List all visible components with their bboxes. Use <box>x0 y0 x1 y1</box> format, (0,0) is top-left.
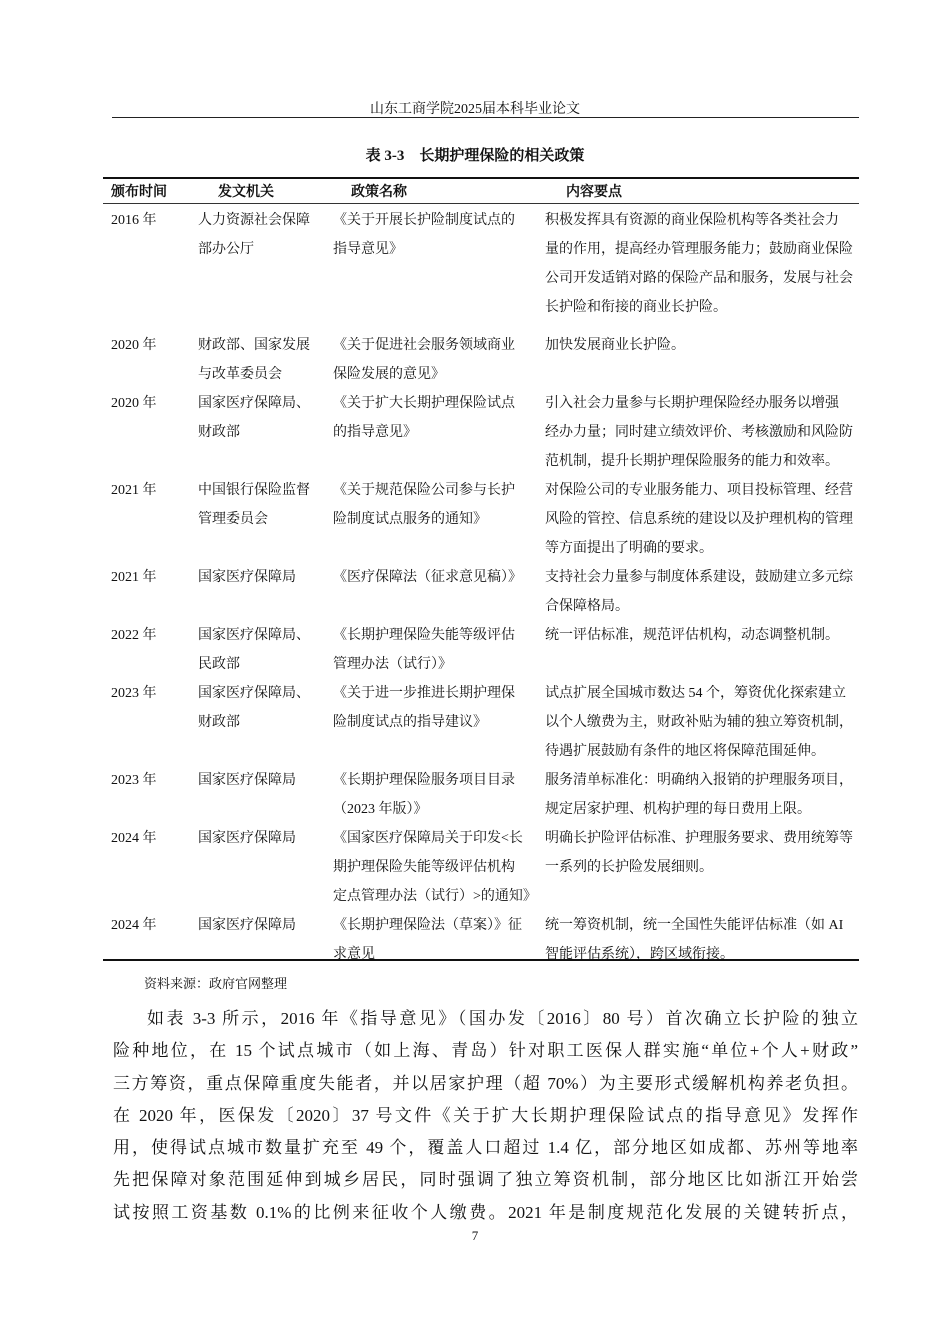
cell-content-line: 规定居家护理、机构护理的每日费用上限。 <box>545 802 811 817</box>
table-row <box>103 206 859 331</box>
cell-agency-line: 民政部 <box>198 657 240 672</box>
cell-policy-line: 险制度试点的指导建议》 <box>333 715 487 730</box>
cell-policy-line: 管理办法（试行）》 <box>333 657 452 672</box>
header-rule <box>112 117 859 118</box>
cell-year: 2020 年 <box>111 396 157 411</box>
cell-agency-line: 财政部 <box>198 715 240 730</box>
cell-content <box>545 389 859 476</box>
column-header-agency: 发文机关 <box>218 185 274 200</box>
table-header-rule <box>103 203 859 204</box>
cell-agency-line: 国家医疗保障局、 <box>198 628 310 643</box>
cell-content-line: 智能评估系统），跨区域衔接。 <box>545 947 734 962</box>
cell-agency-line: 国家医疗保障局、 <box>198 396 310 411</box>
cell-agency-line: 财政部 <box>198 425 240 440</box>
cell-agency <box>198 563 333 621</box>
cell-agency-line: 国家医疗保障局 <box>198 773 296 788</box>
cell-policy <box>333 331 545 389</box>
cell-policy <box>333 824 545 911</box>
cell-content-line: 以个人缴费为主，财政补贴为辅的独立筹资机制， <box>545 715 853 730</box>
cell-content-line: 服务清单标准化：明确纳入报销的护理服务项目， <box>545 773 853 788</box>
cell-agency-line: 国家医疗保障局 <box>198 570 296 585</box>
cell-agency-line: 与改革委员会 <box>198 367 282 382</box>
cell-policy-line: 《长期护理保险服务项目目录 <box>333 773 515 788</box>
cell-year: 2023 年 <box>111 773 157 788</box>
policy-table <box>103 206 859 969</box>
cell-policy-line: 求意见 <box>333 947 375 962</box>
cell-agency-line: 中国银行保险监督 <box>198 483 310 498</box>
cell-agency-line: 人力资源社会保障 <box>198 213 310 228</box>
cell-content-line: 风险的管控、信息系统的建设以及护理机构的管理 <box>545 512 853 527</box>
cell-agency <box>198 331 333 389</box>
cell-content-line: 统一评估标准，规范评估机构，动态调整机制。 <box>545 628 839 643</box>
cell-agency-line: 国家医疗保障局 <box>198 918 296 933</box>
cell-content-line: 待遇扩展鼓励有条件的地区将保障范围延伸。 <box>545 744 825 759</box>
cell-content-line: 引入社会力量参与长期护理保险经办服务以增强 <box>545 396 839 411</box>
cell-content <box>545 824 859 911</box>
cell-content <box>545 331 859 389</box>
cell-year: 2020 年 <box>111 338 157 353</box>
cell-policy-line: 《关于进一步推进长期护理保 <box>333 686 515 701</box>
cell-agency <box>198 824 333 911</box>
cell-agency-line: 部办公厅 <box>198 242 254 257</box>
cell-policy <box>333 206 545 331</box>
cell-policy-line: 《关于规范保险公司参与长护 <box>333 483 515 498</box>
cell-year: 2021 年 <box>111 570 157 585</box>
table-row <box>103 679 859 766</box>
cell-policy-line: 定点管理办法（试行）>的通知》 <box>333 889 537 904</box>
page-number: 7 <box>471 1228 479 1243</box>
cell-content-line: 一系列的长护险发展细则。 <box>545 860 713 875</box>
cell-policy-line: 《关于扩大长期护理保险试点 <box>333 396 515 411</box>
cell-policy-line: 《长期护理保险失能等级评估 <box>333 628 515 643</box>
cell-agency <box>198 621 333 679</box>
cell-content <box>545 621 859 679</box>
paragraph-line: 三方筹资，重点保障重度失能者，并以居家护理（超 70%）为主要形式缓解机构养老负担。 <box>113 1073 858 1093</box>
table-title: 表 3-3 长期护理保险的相关政策 <box>365 148 585 164</box>
table-row <box>103 766 859 824</box>
cell-content-line: 范机制，提升长期护理保险服务的能力和效率。 <box>545 454 839 469</box>
cell-year: 2023 年 <box>111 686 157 701</box>
cell-agency <box>198 476 333 563</box>
cell-policy-line: 《关于促进社会服务领域商业 <box>333 338 515 353</box>
cell-year: 2024 年 <box>111 831 157 846</box>
table-bottom-rule <box>103 959 859 961</box>
cell-content-line: 等方面提出了明确的要求。 <box>545 541 713 556</box>
paragraph-line: 如表 3-3 所示，2016 年《指导意见》（国办发〔2016〕80 号）首次确立长护险的独立 <box>147 1009 858 1028</box>
cell-content-line: 对保险公司的专业服务能力、项目投标管理、经营 <box>545 483 853 498</box>
cell-content <box>545 476 859 563</box>
cell-policy-line: 保险发展的意见》 <box>333 367 445 382</box>
cell-policy-line: （2023 年版）》 <box>333 802 428 817</box>
cell-agency <box>198 389 333 476</box>
cell-policy-line: 期护理保险失能等级评估机构 <box>333 860 515 875</box>
table-row <box>103 476 859 563</box>
source-note: 资料来源：政府官网整理 <box>144 976 288 991</box>
cell-content-line: 积极发挥具有资源的商业保险机构等各类社会力 <box>545 213 839 228</box>
column-header-policy: 政策名称 <box>351 185 407 200</box>
cell-policy <box>333 476 545 563</box>
cell-policy <box>333 563 545 621</box>
cell-policy-line: 险制度试点服务的通知》 <box>333 512 487 527</box>
cell-agency-line: 国家医疗保障局、 <box>198 686 310 701</box>
cell-policy <box>333 766 545 824</box>
cell-year: 2024 年 <box>111 918 157 933</box>
paragraph-line: 险种地位，在 15 个试点城市（如上海、青岛）针对职工医保人群实施“单位+个人+财政” <box>113 1041 858 1061</box>
cell-agency <box>198 766 333 824</box>
cell-agency <box>198 679 333 766</box>
cell-policy <box>333 389 545 476</box>
cell-policy <box>333 679 545 766</box>
cell-content-line: 长护险和衔接的商业长护险。 <box>545 300 727 315</box>
paragraph-line: 在 2020 年，医保发〔2020〕37 号文件《关于扩大长期护理保险试点的指导意见》发挥作 <box>113 1105 858 1125</box>
paragraph-line: 用，使得试点城市数量扩充至 49 个，覆盖人口超过 1.4 亿，部分地区如成都、苏州等地率 <box>113 1138 858 1158</box>
cell-policy-line: 的指导意见》 <box>333 425 417 440</box>
cell-content <box>545 679 859 766</box>
cell-content <box>545 206 859 331</box>
column-header-year: 颁布时间 <box>111 185 167 200</box>
cell-content-line: 试点扩展全国城市数达 54 个，筹资优化探索建立 <box>545 686 846 701</box>
cell-content <box>545 563 859 621</box>
cell-year: 2021 年 <box>111 483 157 498</box>
cell-content-line: 量的作用，提高经办管理服务能力；鼓励商业保险 <box>545 242 853 257</box>
cell-policy-line: 《关于开展长护险制度试点的 <box>333 213 515 228</box>
cell-year: 2022 年 <box>111 628 157 643</box>
cell-content-line: 合保障格局。 <box>545 599 629 614</box>
cell-policy-line: 《国家医疗保障局关于印发<长 <box>333 831 523 846</box>
cell-agency-line: 管理委员会 <box>198 512 268 527</box>
cell-policy-line: 《长期护理保险法（草案）》征 <box>333 918 522 933</box>
paragraph-line: 试按照工资基数 0.1%的比例来征收个人缴费。2021 年是制度规范化发展的关键转折点， <box>113 1202 858 1222</box>
table-row <box>103 389 859 476</box>
cell-agency <box>198 206 333 331</box>
cell-policy <box>333 621 545 679</box>
cell-agency-line: 财政部、国家发展 <box>198 338 310 353</box>
paragraph-line: 先把保障对象范围延伸到城乡居民，同时强调了独立筹资机制，部分地区比如浙江开始尝 <box>113 1170 858 1190</box>
cell-year: 2016 年 <box>111 213 157 228</box>
cell-content-line: 明确长护险评估标准、护理服务要求、费用统筹等 <box>545 831 853 846</box>
page-header: 山东工商学院2025届本科毕业论文 <box>370 102 580 117</box>
cell-content-line: 经办力量；同时建立绩效评价、考核激励和风险防 <box>545 425 853 440</box>
table-row <box>103 621 859 679</box>
cell-policy-line: 《医疗保障法（征求意见稿）》 <box>333 570 522 585</box>
cell-agency-line: 国家医疗保障局 <box>198 831 296 846</box>
cell-content-line: 支持社会力量参与制度体系建设，鼓励建立多元综 <box>545 570 853 585</box>
cell-content-line: 公司开发适销对路的保险产品和服务，发展与社会 <box>545 271 853 286</box>
cell-content-line: 统一筹资机制，统一全国性失能评估标准（如 AI <box>545 918 844 933</box>
cell-content-line: 加快发展商业长护险。 <box>545 338 685 353</box>
body-paragraph <box>113 1003 858 1229</box>
table-row <box>103 563 859 621</box>
table-row <box>103 331 859 389</box>
table-top-rule <box>103 177 859 179</box>
table-row <box>103 824 859 911</box>
cell-policy-line: 指导意见》 <box>333 242 403 257</box>
cell-content <box>545 766 859 824</box>
column-header-content: 内容要点 <box>566 185 622 200</box>
